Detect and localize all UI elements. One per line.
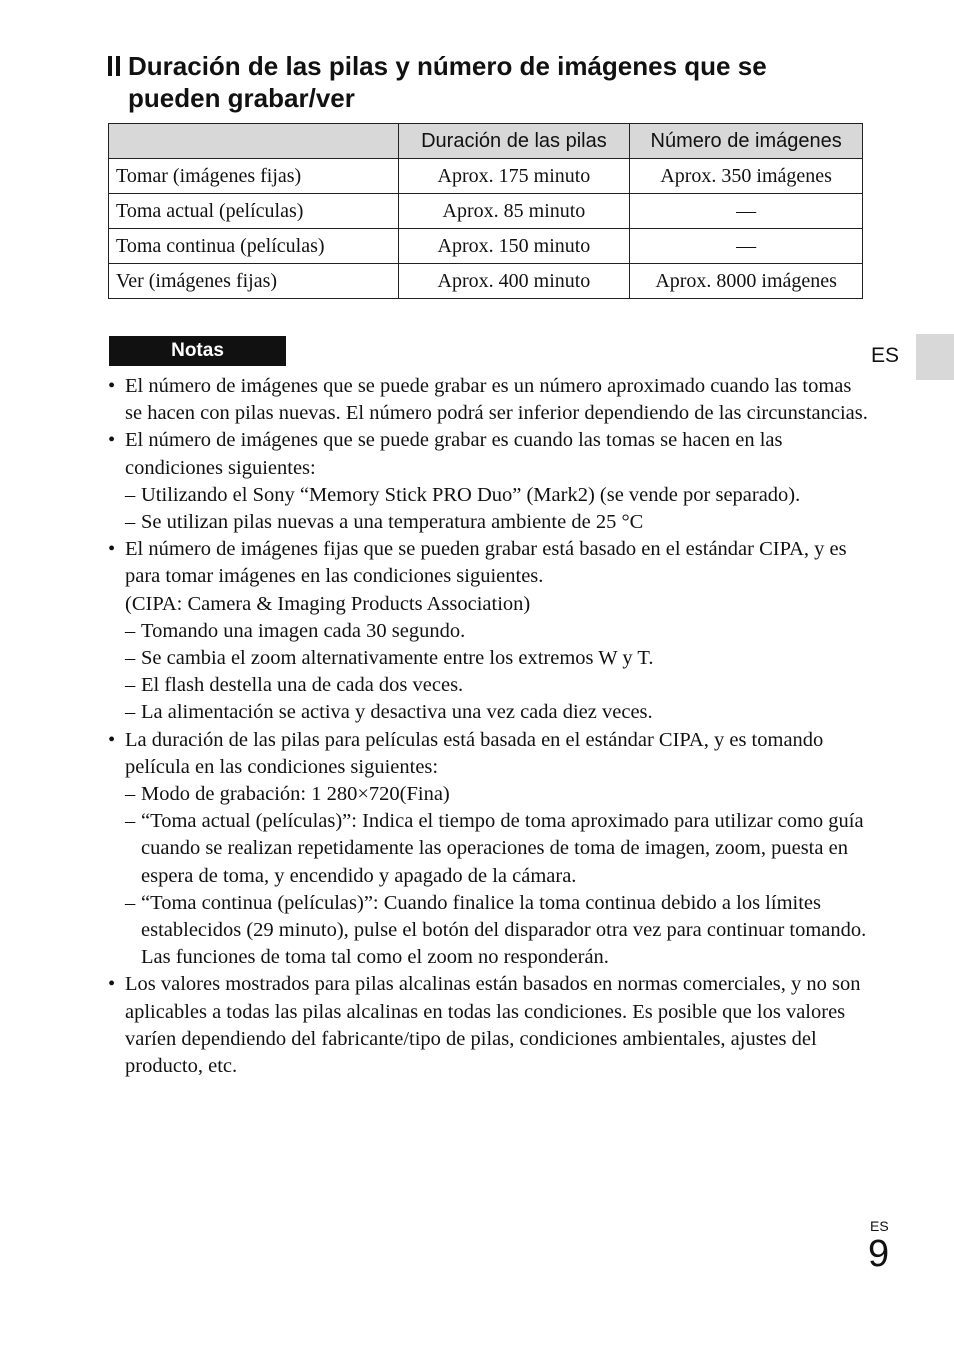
list-subitem: – Tomando una imagen cada 30 segundo.	[108, 618, 868, 645]
list-plain-line: (CIPA: Camera & Imaging Products Association)	[125, 592, 531, 615]
list-subitem: – Se cambia el zoom alternativamente entre los extremos W y T.	[108, 645, 868, 672]
table-cell: Aprox. 85 minuto	[398, 194, 630, 229]
list-subitem: – Modo de grabación: 1 280×720(Fina)	[108, 781, 868, 808]
list-item: • El número de imágenes que se puede grabar es cuando las tomas se hacen en las condiciones siguientes:	[108, 427, 868, 481]
table-cell: Toma actual (películas)	[109, 194, 399, 229]
table-cell: —	[630, 194, 863, 229]
table-header-cell: Duración de las pilas	[398, 124, 630, 159]
list-item: • El número de imágenes fijas que se pueden grabar está basado en el estándar CIPA, y es para tomar imágenes en las condiciones siguientes.	[108, 536, 868, 590]
page-number: 9	[868, 1233, 890, 1275]
list-item: • Los valores mostrados para pilas alcalinas están basados en normas comerciales, y no son aplicables a todas las pilas alcalinas en todas las condiciones. Es posible que los valores varíen dependiendo del fabricante/tipo de pilas, condiciones ambientales, ajustes del producto, etc.	[108, 971, 868, 1080]
footer-language: ES	[870, 1218, 889, 1234]
notes-list	[108, 373, 868, 1080]
notes-label: Notas	[109, 336, 286, 366]
section-marker-icon	[108, 56, 120, 76]
side-tab	[916, 334, 954, 380]
list-subitem: – La alimentación se activa y desactiva una vez cada diez veces.	[108, 699, 868, 726]
table-header-row	[109, 124, 863, 159]
table-header-cell	[109, 124, 399, 159]
table-cell: Aprox. 8000 imágenes	[630, 264, 863, 299]
table-row	[109, 229, 863, 264]
table-cell: Toma continua (películas)	[109, 229, 399, 264]
section-heading	[108, 50, 868, 114]
list-subitem: – Se utilizan pilas nuevas a una temperatura ambiente de 25 °C	[108, 509, 868, 536]
table-cell: Tomar (imágenes fijas)	[109, 159, 399, 194]
heading-line-2: pueden grabar/ver	[128, 83, 355, 113]
list-subitem: – “Toma actual (películas)”: Indica el tiempo de toma aproximado para utilizar como guía cuando se realizan repetidamente las operaciones de toma de imagen, zoom, puesta en espera de toma, y encendido y apagado de la cámara.	[108, 808, 868, 890]
battery-table	[108, 123, 863, 299]
table-cell: Aprox. 175 minuto	[398, 159, 630, 194]
list-item: • La duración de las pilas para películas está basada en el estándar CIPA, y es tomando película en las condiciones siguientes:	[108, 727, 868, 781]
table-cell: Ver (imágenes fijas)	[109, 264, 399, 299]
list-subitem: – “Toma continua (películas)”: Cuando finalice la toma continua debido a los límites establecidos (29 minuto), pulse el botón del disparador otra vez para continuar tomando. Las funciones de toma tal como el zoom no responderán.	[108, 890, 868, 972]
table-row	[109, 194, 863, 229]
table-row	[109, 264, 863, 299]
list-item: • El número de imágenes que se puede grabar es un número aproximado cuando las tomas se hacen con pilas nuevas. El número podrá ser inferior dependiendo de las circunstancias.	[108, 373, 868, 427]
table-cell: Aprox. 400 minuto	[398, 264, 630, 299]
list-subitem: – Utilizando el Sony “Memory Stick PRO Duo” (Mark2) (se vende por separado).	[108, 482, 868, 509]
table-cell: Aprox. 350 imágenes	[630, 159, 863, 194]
side-language-label: ES	[871, 344, 900, 367]
table-row	[109, 159, 863, 194]
list-subitem: – El flash destella una de cada dos veces.	[108, 672, 868, 699]
table-header-cell: Número de imágenes	[630, 124, 863, 159]
table-cell: —	[630, 229, 863, 264]
table-cell: Aprox. 150 minuto	[398, 229, 630, 264]
heading-line-1: Duración de las pilas y número de imágenes que se	[128, 51, 767, 81]
